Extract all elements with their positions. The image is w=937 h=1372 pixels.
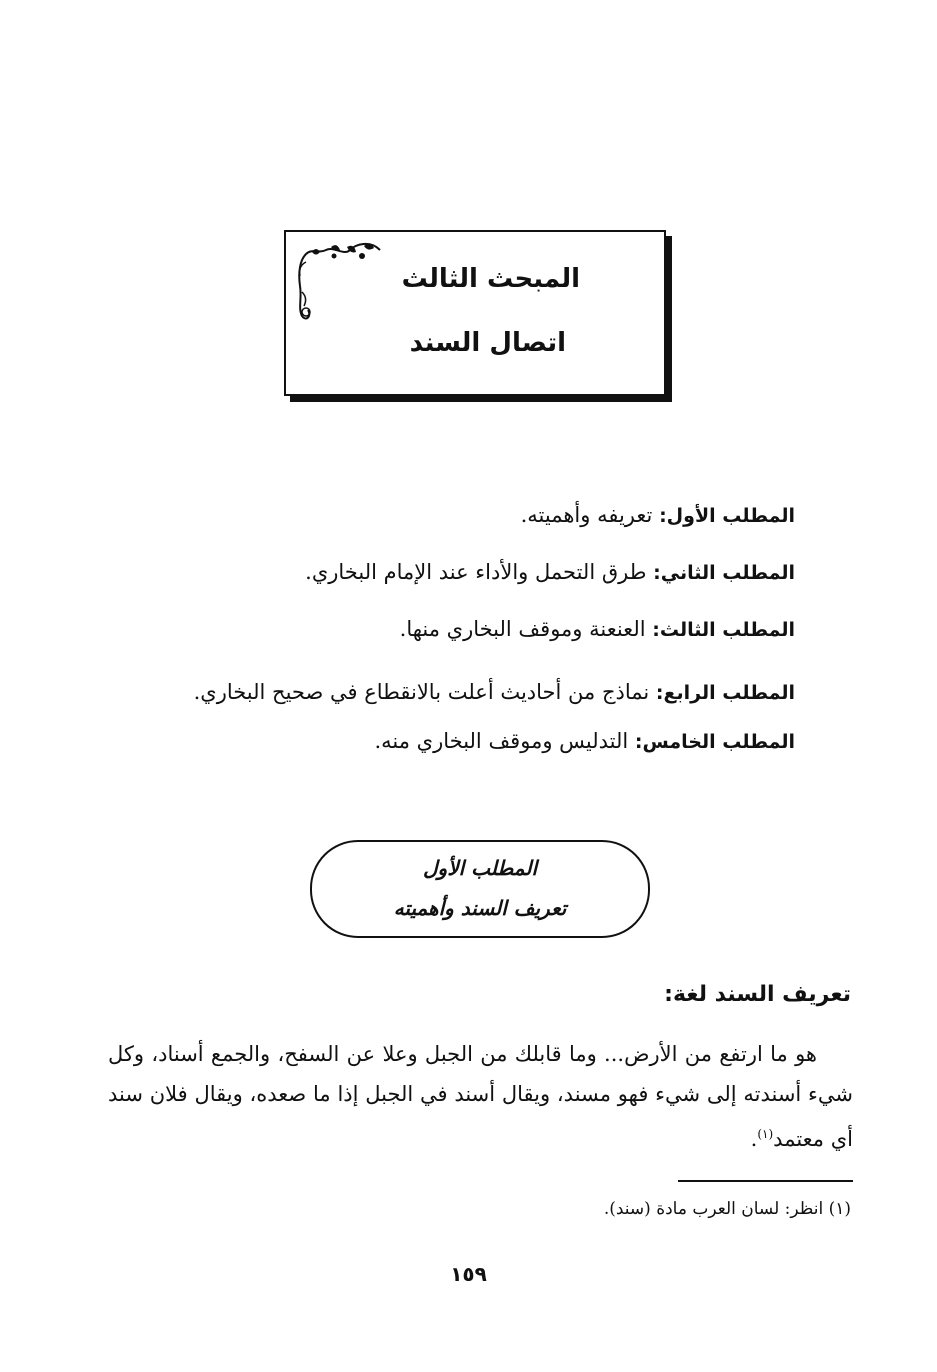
- floral-ornament-icon: [290, 238, 384, 322]
- section-subtitle: تعريف السند وأهميته: [393, 896, 567, 920]
- section-header-box: [310, 840, 650, 938]
- list-item-text: نماذج من أحاديث أعلت بالانقطاع في صحيح البخاري.: [193, 680, 656, 704]
- section-title: المطلب الأول: [423, 856, 537, 880]
- list-item: [100, 614, 795, 645]
- list-item: [100, 500, 795, 531]
- list-item-text: العنعنة وموقف البخاري منها.: [399, 617, 653, 641]
- subheading: تعريف السند لغة:: [664, 982, 851, 1007]
- body-paragraph: [108, 1034, 853, 1159]
- footnote-reference[interactable]: (١): [757, 1127, 774, 1141]
- paragraph-end: .: [750, 1127, 758, 1151]
- list-item: [100, 726, 795, 757]
- footnote: (١) انظر: لسان العرب مادة (سند).: [603, 1199, 851, 1219]
- footnote-divider: [678, 1180, 853, 1182]
- paragraph-text: هو ما ارتفع من الأرض... وما قابلك من الجبل وعلا عن السفح، والجمع أسناد، وكل شيء أسندته إلى شيء فهو مسند، ويقال أسند في الجبل إذا ما صعده، ويقال فلان سند أي معتمد: [108, 1042, 853, 1151]
- list-item-text: تعريفه وأهميته.: [520, 503, 660, 527]
- chapter-title: المبحث الثالث: [401, 264, 580, 294]
- list-item: [50, 671, 795, 714]
- list-item-label: المطلب الأول:: [659, 505, 795, 527]
- list-item-label: المطلب الثاني:: [653, 562, 795, 584]
- list-item-label: المطلب الثالث:: [652, 619, 795, 641]
- chapter-subtitle: اتصال السند: [409, 328, 566, 358]
- list-item-label: المطلب الخامس:: [634, 731, 795, 753]
- list-item-text: طرق التحمل والأداء عند الإمام البخاري.: [305, 560, 654, 584]
- chapter-header-box: [284, 230, 666, 396]
- page-number: ١٥٩: [450, 1262, 487, 1286]
- list-item: [100, 557, 795, 588]
- list-item-label: المطلب الرابع:: [655, 682, 795, 704]
- list-item-text: التدليس وموقف البخاري منه.: [374, 729, 635, 753]
- section-list: [100, 500, 795, 783]
